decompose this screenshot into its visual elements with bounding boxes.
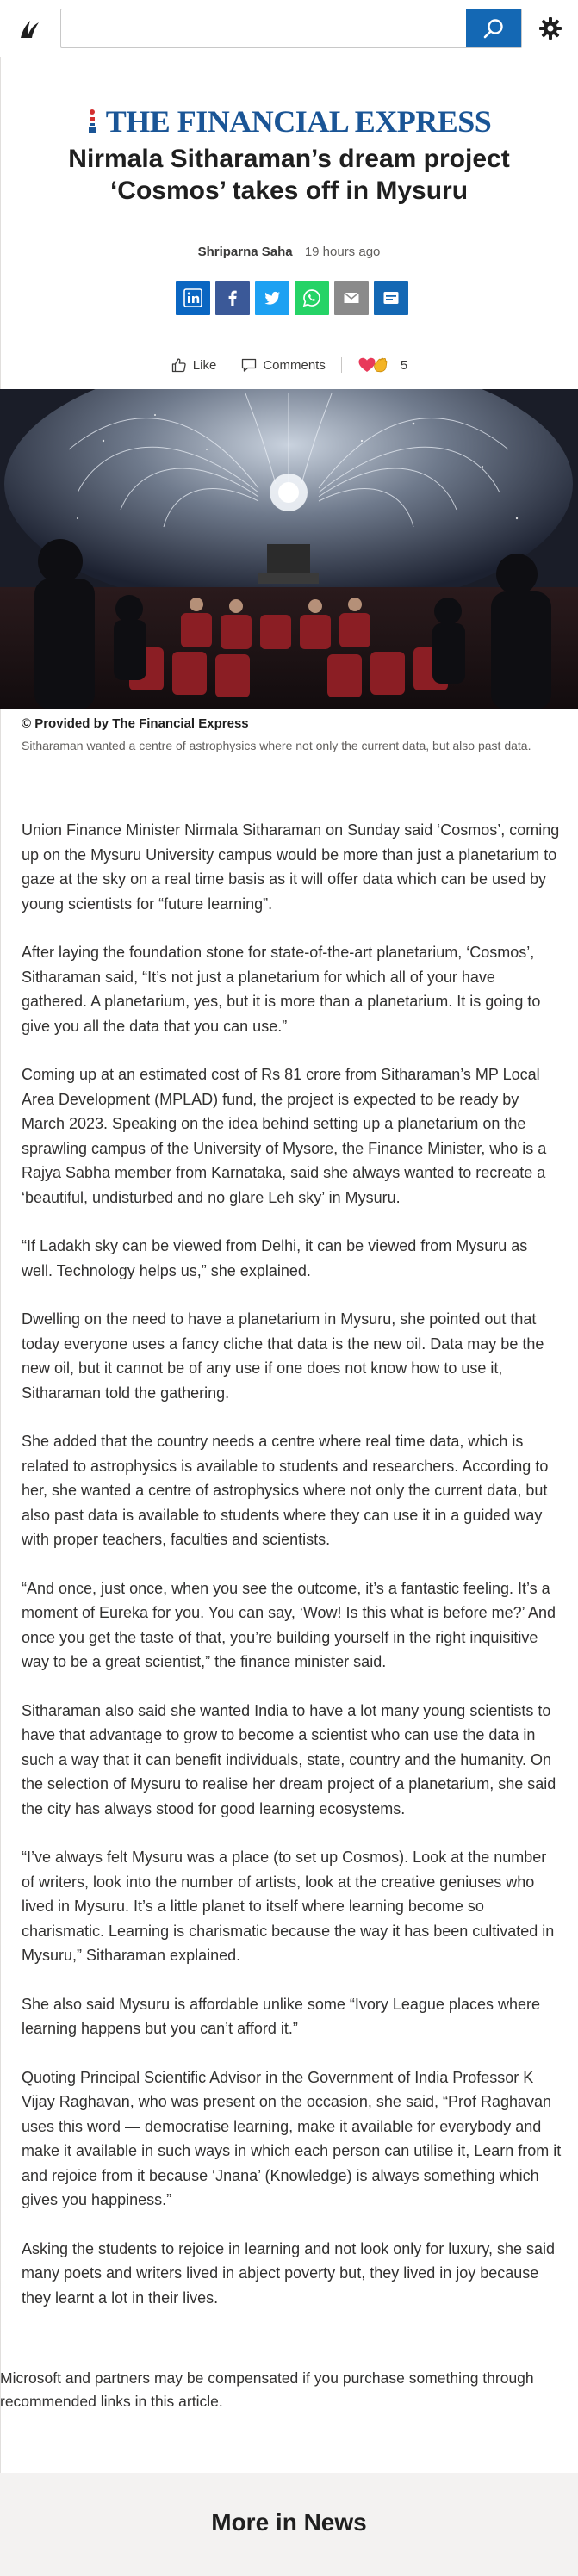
app-logo-icon[interactable] <box>16 14 45 43</box>
article-paragraph: She also said Mysuru is affordable unlike some “Ivory League places where learning happens but you can’t afford it.” <box>22 1995 540 2037</box>
facebook-share-button[interactable] <box>215 281 250 315</box>
article-headline: Nirmala Sitharaman’s dream project ‘Cosmos’ takes off in Mysuru <box>68 145 510 205</box>
search-input[interactable] <box>61 9 466 47</box>
article-hero-image[interactable] <box>0 389 578 709</box>
linkedin-share-button[interactable] <box>176 281 210 315</box>
whatsapp-share-button[interactable] <box>295 281 329 315</box>
comments-button[interactable] <box>240 356 326 374</box>
like-button[interactable] <box>171 356 217 374</box>
gear-icon <box>538 16 562 40</box>
image-caption: Sitharaman wanted a centre of astrophysics where not only the current data, but also past data. <box>22 739 531 752</box>
reaction-count: 5 <box>400 357 408 373</box>
settings-button[interactable] <box>536 14 565 43</box>
publisher-mark-icon <box>87 108 97 135</box>
email-icon <box>342 288 361 307</box>
clap-icon <box>371 356 390 374</box>
search-icon <box>482 17 505 40</box>
share-icon <box>382 288 401 307</box>
share-more-button[interactable] <box>374 281 408 315</box>
facebook-icon <box>223 288 242 307</box>
image-credit: © Provided by The Financial Express <box>22 716 249 731</box>
byline <box>0 245 578 259</box>
comments-label: Comments <box>263 357 326 373</box>
share-bar <box>176 281 408 315</box>
more-news-section <box>0 2473 578 2576</box>
article-paragraph: Coming up at an estimated cost of Rs 81 crore from Sitharaman’s MP Local Area Development (MPLAD) fund, the project is expected to be ready by March 2023. Speaking on the idea behind setting up a planetarium on the sprawling campus of the University of Mysore, the Finance Minister, who is a Rajya Sabha member from Karnataka, said she always wanted to recreate a ‘beautiful, undisturbed and no glare Leh sky’ in Mysuru. <box>22 1066 547 1206</box>
linkedin-icon <box>183 288 202 307</box>
article-paragraph: “And once, just once, when you see the outcome, it’s a fantastic feeling. It’s a moment of Eureka for you. You can say, ‘Wow! Is this what is before me?’ And once you get the taste of that, you’re building yourself in the right inquisitive way to be a great scientist,” the finance minister said. <box>22 1579 556 1670</box>
comment-icon <box>240 356 258 374</box>
twitter-icon <box>263 288 282 307</box>
published-time: 19 hours ago <box>304 245 381 259</box>
like-label: Like <box>192 357 217 373</box>
article-paragraph: Union Finance Minister Nirmala Sitharaman on Sunday said ‘Cosmos’, coming up on the Mysuru University campus would be more than just a planetarium to gaze at the sky on a real time basis as it will offer data which can be used by young scientists for “future learning”. <box>22 821 560 913</box>
reactions-divider <box>341 357 342 373</box>
article-paragraph: Dwelling on the need to have a planetarium in Mysuru, she pointed out that today everyone uses a fancy cliche that data is the new oil. Data may be the new oil, but it cannot be of any use if one does not know how to use it, Sitharaman told the gathering. <box>22 1310 544 1402</box>
article-paragraph: “If Ladakh sky can be viewed from Delhi, it can be viewed from Mysuru as well. Technology helps us,” she explained. <box>22 1237 528 1279</box>
article-paragraph: Quoting Principal Scientific Advisor in the Government of India Professor K Vijay Raghavan, who was present on the occasion, she said, “Prof Raghavan uses this word — democratise learning, make it available for everybody and make it available in such ways in which each person can utilise it, Learn from it and rejoice from it because ‘Jnana’ (Knowledge) is always something which gives you happiness.” <box>22 2068 562 2208</box>
article-paragraph: “I’ve always felt Mysuru was a place (to set up Cosmos). Look at the number of writers, look into the number of artists, look at the creative geniuses who lived in Mysuru. It’s a little planet to itself where learning become so charismatic. Learning is charismatic because the way it has been cultivated in Mysuru,” Sitharaman explained. <box>22 1848 555 1964</box>
affiliate-disclaimer: Microsoft and partners may be compensated if you purchase something through recommended links in this article. <box>0 2369 534 2410</box>
author-name[interactable]: Shriparna Saha <box>197 245 293 259</box>
like-icon <box>171 356 188 374</box>
top-bar <box>0 0 578 57</box>
reaction-summary[interactable] <box>357 356 407 374</box>
article-paragraph: After laying the foundation stone for state-of-the-art planetarium, ‘Cosmos’, Sitharaman said, “It’s not just a planetarium for which all of your have gathered. A planetarium, yes, but it is more than a planetarium. It is going to give you all the data that you can use.” <box>22 944 541 1035</box>
article-paragraph: She added that the country needs a centre where real time data, which is related to astrophysics is available to students and researchers. According to her, she wanted a centre of astrophysics where not only the current data, but also past data is available to students where they can use it in a guided way with proper teachers, faculties and scientists. <box>22 1433 549 1548</box>
article-paragraph: Sitharaman also said she wanted India to have a lot many young scientists to have that advantage to grow to become a scientist who can use the data in such a way that it can benefit individuals, state, country and the humanity. On the selection of Mysuru to realise her dream project of a planetarium, she said the city has always stood for good learning ecosystems. <box>22 1701 556 1817</box>
publisher-logo[interactable] <box>0 102 578 141</box>
reactions-bar <box>0 351 578 379</box>
twitter-share-button[interactable] <box>255 281 289 315</box>
more-news-heading[interactable]: More in News <box>211 2509 367 2536</box>
article-paragraph: Asking the students to rejoice in learning and not look only for luxury, she said many poets and writers lived in abject poverty but, they lived in joy because they learnt a lot in their lives. <box>22 2239 556 2307</box>
search-box <box>60 9 522 48</box>
whatsapp-icon <box>302 288 321 307</box>
publisher-name: THE FINANCIAL EXPRESS <box>105 104 492 139</box>
email-share-button[interactable] <box>334 281 369 315</box>
article-body <box>22 818 562 2334</box>
search-button[interactable] <box>466 9 521 47</box>
